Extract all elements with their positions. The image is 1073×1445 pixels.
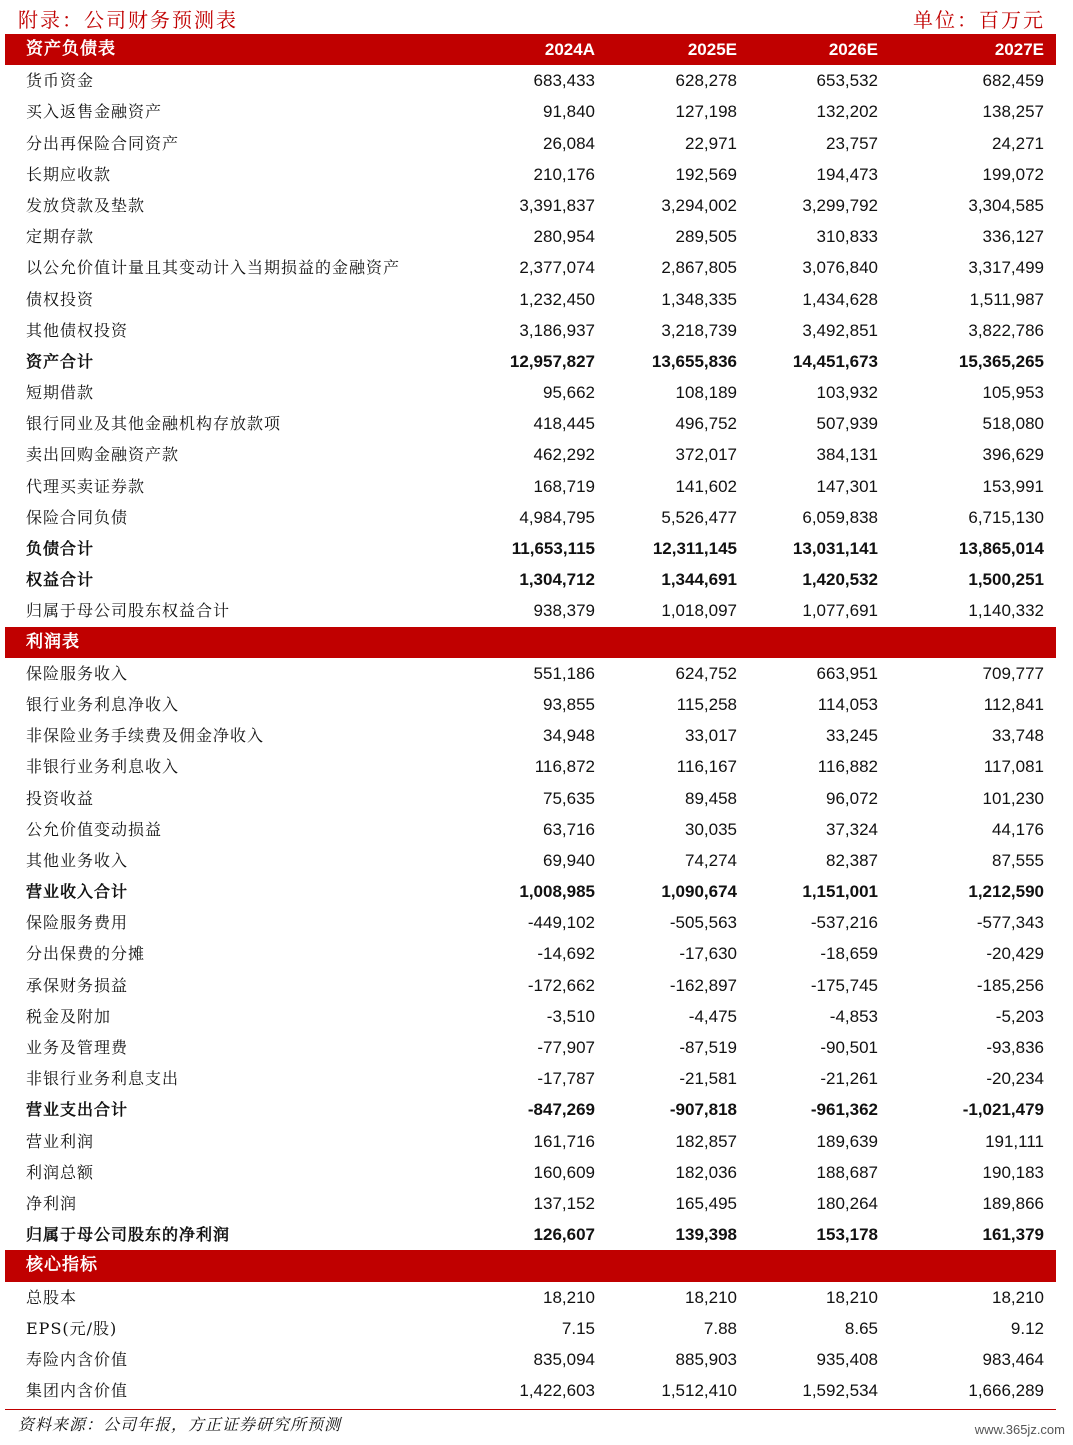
column-header: 2026E — [828, 40, 878, 59]
cell-value: 1,008,985 — [519, 882, 595, 902]
cell-value: 37,324 — [826, 819, 878, 839]
cell-value: -3,510 — [546, 1006, 595, 1026]
page-header — [0, 0, 1073, 34]
cell-value: -17,787 — [537, 1069, 595, 1089]
cell-value: 126,607 — [533, 1225, 595, 1245]
row-label: 长期应收款 — [26, 164, 112, 184]
cell-value: -93,836 — [986, 1038, 1044, 1057]
row-label: 定期存款 — [26, 227, 95, 247]
cell-value: 1,500,251 — [968, 570, 1044, 590]
cell-value: 372,017 — [675, 445, 737, 465]
table-row — [5, 252, 1056, 283]
table-row — [5, 938, 1056, 969]
cell-value: 496,752 — [675, 414, 737, 434]
table-row — [5, 751, 1056, 782]
table-row — [5, 1313, 1056, 1344]
cell-value: 7.88 — [703, 1318, 737, 1338]
cell-value: 190,183 — [982, 1162, 1044, 1182]
section-title: 利润表 — [26, 631, 80, 652]
financial-forecast-table — [5, 34, 1056, 1406]
table-row — [5, 471, 1056, 502]
row-label: 归属于母公司股东的净利润 — [26, 1225, 231, 1245]
table-row — [5, 190, 1056, 221]
cell-value: -172,662 — [527, 975, 595, 995]
cell-value: 13,031,141 — [792, 539, 878, 558]
cell-value: -21,581 — [679, 1069, 737, 1089]
cell-value: 74,274 — [685, 850, 737, 870]
table-row — [5, 1094, 1056, 1125]
cell-value: 101,230 — [982, 788, 1044, 808]
cell-value: 1,140,332 — [968, 601, 1044, 621]
cell-value: 63,716 — [543, 819, 595, 839]
cell-value: 108,189 — [675, 383, 737, 403]
cell-value: 3,218,739 — [661, 320, 737, 340]
cell-value: 4,984,795 — [519, 507, 595, 527]
cell-value: 6,059,838 — [802, 507, 878, 527]
cell-value: 683,433 — [533, 71, 595, 91]
table-row — [5, 907, 1056, 938]
cell-value: 1,511,987 — [969, 289, 1044, 309]
cell-value: 33,017 — [685, 726, 737, 746]
cell-value: 1,666,289 — [968, 1381, 1044, 1401]
cell-value: 182,857 — [675, 1131, 737, 1151]
cell-value: 132,202 — [816, 102, 878, 122]
appendix-title: 附录：公司财务预测表 — [18, 8, 238, 32]
row-label: 短期借款 — [26, 383, 95, 403]
cell-value: 3,391,837 — [519, 195, 595, 215]
column-header: 2025E — [687, 40, 737, 59]
row-label: 债权投资 — [26, 289, 95, 309]
cell-value: 682,459 — [982, 71, 1044, 91]
row-label: 其他业务收入 — [26, 850, 129, 870]
table-row — [5, 502, 1056, 533]
table-row — [5, 595, 1056, 626]
cell-value: 13,865,014 — [958, 539, 1044, 558]
row-label: 非银行业务利息支出 — [26, 1069, 180, 1089]
cell-value: 115,258 — [676, 694, 737, 714]
cell-value: 983,464 — [982, 1349, 1044, 1369]
cell-value: 18,210 — [992, 1287, 1044, 1307]
cell-value: 336,127 — [982, 227, 1044, 247]
row-label: 非保险业务手续费及佣金净收入 — [26, 726, 265, 746]
cell-value: 663,951 — [816, 663, 878, 683]
cell-value: 938,379 — [533, 601, 595, 621]
row-label: 利润总额 — [26, 1162, 95, 1182]
cell-value: -907,818 — [669, 1100, 737, 1120]
cell-value: 1,348,335 — [661, 289, 737, 309]
row-label: 承保财务损益 — [26, 975, 129, 995]
cell-value: -4,475 — [688, 1006, 737, 1026]
cell-value: 168,719 — [533, 476, 595, 496]
section-header — [5, 1250, 1056, 1281]
table-row — [5, 658, 1056, 689]
cell-value: -20,429 — [986, 944, 1044, 964]
row-label: 营业支出合计 — [26, 1100, 129, 1120]
cell-value: 117,081 — [983, 757, 1044, 777]
cell-value: 1,434,628 — [802, 289, 878, 309]
cell-value: 3,822,786 — [968, 320, 1044, 340]
table-row — [5, 221, 1056, 252]
row-label: 净利润 — [26, 1193, 78, 1213]
table-row — [5, 1126, 1056, 1157]
cell-value: 1,512,410 — [661, 1381, 737, 1401]
cell-value: 3,294,002 — [661, 195, 737, 215]
cell-value: 112,841 — [983, 694, 1044, 714]
cell-value: 18,210 — [685, 1287, 737, 1307]
cell-value: 182,036 — [675, 1162, 737, 1182]
cell-value: 11,653,115 — [511, 539, 595, 558]
table-row — [5, 159, 1056, 190]
cell-value: -17,630 — [679, 944, 737, 964]
cell-value: 139,398 — [675, 1225, 737, 1245]
cell-value: -21,261 — [820, 1069, 878, 1089]
row-label: 业务及管理费 — [26, 1038, 129, 1057]
cell-value: 18,210 — [826, 1287, 878, 1307]
cell-value: -14,692 — [537, 944, 595, 964]
table-row — [5, 377, 1056, 408]
cell-value: 2,867,805 — [661, 258, 737, 278]
table-row — [5, 315, 1056, 346]
row-label: 银行业务利息净收入 — [26, 694, 180, 714]
cell-value: 114,053 — [817, 694, 878, 714]
cell-value: 161,716 — [533, 1131, 595, 1151]
cell-value: 1,232,450 — [519, 289, 595, 309]
row-label: 买入返售金融资产 — [26, 102, 163, 122]
unit-label: 单位：百万元 — [913, 8, 1045, 32]
row-label: 营业利润 — [26, 1131, 95, 1151]
cell-value: 9.12 — [1010, 1318, 1044, 1338]
cell-value: 138,257 — [982, 102, 1044, 122]
cell-value: -20,234 — [986, 1069, 1044, 1089]
cell-value: 23,757 — [826, 133, 878, 153]
cell-value: 161,379 — [982, 1225, 1044, 1245]
cell-value: 95,662 — [543, 383, 595, 403]
column-header: 2024A — [544, 40, 595, 59]
cell-value: 1,420,532 — [802, 570, 878, 590]
cell-value: 2,377,074 — [519, 258, 595, 278]
cell-value: -537,216 — [810, 913, 878, 933]
cell-value: -87,519 — [679, 1038, 737, 1057]
cell-value: 15,365,265 — [958, 351, 1044, 371]
table-row — [5, 876, 1056, 907]
cell-value: 191,111 — [985, 1131, 1044, 1151]
cell-value: 22,971 — [685, 133, 737, 153]
table-row — [5, 439, 1056, 470]
section-header — [5, 34, 1056, 65]
cell-value: -77,907 — [537, 1038, 595, 1057]
cell-value: 418,445 — [533, 414, 595, 434]
table-row — [5, 65, 1056, 96]
row-label: 营业收入合计 — [26, 882, 129, 902]
table-row — [5, 1375, 1056, 1406]
cell-value: 310,833 — [816, 227, 878, 247]
cell-value: 96,072 — [826, 788, 878, 808]
row-label: 保险合同负债 — [26, 507, 129, 527]
cell-value: 1,422,603 — [519, 1381, 595, 1401]
cell-value: 189,639 — [816, 1131, 878, 1151]
cell-value: -5,203 — [995, 1006, 1044, 1026]
cell-value: 6,715,130 — [968, 507, 1044, 527]
cell-value: 507,939 — [816, 414, 878, 434]
cell-value: 3,317,499 — [968, 258, 1044, 278]
cell-value: 7.15 — [561, 1318, 595, 1338]
table-row — [5, 1032, 1056, 1063]
cell-value: 384,131 — [816, 445, 878, 465]
cell-value: 194,473 — [816, 164, 878, 184]
cell-value: 518,080 — [982, 414, 1044, 434]
cell-value: 116,882 — [817, 757, 878, 777]
table-row — [5, 284, 1056, 315]
cell-value: 69,940 — [543, 850, 595, 870]
cell-value: 24,271 — [992, 133, 1044, 153]
cell-value: 1,077,691 — [802, 601, 878, 621]
cell-value: 33,245 — [826, 726, 878, 746]
row-label: 以公允价值计量且其变动计入当期损益的金融资产 — [26, 258, 401, 278]
cell-value: 103,932 — [816, 383, 878, 403]
row-label: 公允价值变动损益 — [26, 819, 163, 839]
row-label: 非银行业务利息收入 — [26, 757, 180, 777]
table-row — [5, 408, 1056, 439]
cell-value: 3,304,585 — [968, 195, 1044, 215]
cell-value: 935,408 — [816, 1349, 878, 1369]
table-row — [5, 1344, 1056, 1375]
cell-value: 14,451,673 — [792, 351, 878, 371]
section-title: 资产负债表 — [26, 39, 116, 59]
watermark: www.365jz.com — [974, 1422, 1065, 1437]
row-label: 分出再保险合同资产 — [26, 133, 180, 153]
cell-value: 75,635 — [543, 788, 595, 808]
cell-value: 87,555 — [992, 850, 1044, 870]
cell-value: 13,655,836 — [651, 351, 737, 371]
cell-value: 116,167 — [676, 757, 737, 777]
cell-value: 141,602 — [675, 476, 737, 496]
cell-value: 835,094 — [533, 1349, 595, 1369]
cell-value: 1,344,691 — [661, 570, 737, 590]
cell-value: 3,299,792 — [802, 195, 878, 215]
bottom-divider — [5, 1409, 1056, 1410]
cell-value: 280,954 — [533, 227, 595, 247]
cell-value: 189,866 — [982, 1193, 1044, 1213]
row-label: 总股本 — [26, 1287, 78, 1307]
cell-value: 127,198 — [675, 102, 737, 122]
row-label: 负债合计 — [26, 539, 95, 558]
table-row — [5, 346, 1056, 377]
cell-value: 289,505 — [675, 227, 737, 247]
cell-value: 3,076,840 — [802, 258, 878, 278]
table-row — [5, 1282, 1056, 1313]
table-row — [5, 564, 1056, 595]
cell-value: 8.65 — [844, 1318, 878, 1338]
cell-value: 551,186 — [533, 663, 595, 683]
cell-value: -505,563 — [669, 913, 737, 933]
cell-value: 82,387 — [826, 850, 878, 870]
cell-value: 462,292 — [533, 445, 595, 465]
cell-value: -847,269 — [527, 1100, 595, 1120]
row-label: 分出保费的分摊 — [26, 944, 146, 964]
section-header — [5, 627, 1056, 658]
cell-value: 34,948 — [543, 726, 595, 746]
table-row — [5, 1219, 1056, 1250]
cell-value: -175,745 — [810, 975, 878, 995]
cell-value: 188,687 — [816, 1162, 878, 1182]
source-note: 资料来源：公司年报，方正证券研究所预测 — [18, 1415, 342, 1434]
table-row — [5, 128, 1056, 159]
cell-value: 1,304,712 — [519, 570, 595, 590]
row-label: 保险服务收入 — [26, 663, 129, 683]
cell-value: -90,501 — [820, 1038, 878, 1057]
cell-value: 153,991 — [982, 476, 1044, 496]
cell-value: 93,855 — [543, 694, 595, 714]
cell-value: 33,748 — [992, 726, 1044, 746]
row-label: 其他债权投资 — [26, 320, 129, 340]
cell-value: -961,362 — [810, 1100, 878, 1120]
cell-value: 153,178 — [816, 1225, 878, 1245]
column-header: 2027E — [994, 40, 1044, 59]
cell-value: -162,897 — [669, 975, 737, 995]
row-label: 税金及附加 — [26, 1006, 112, 1026]
row-label: 资产合计 — [26, 351, 95, 371]
cell-value: 91,840 — [543, 102, 595, 122]
table-row — [5, 814, 1056, 845]
table-row — [5, 720, 1056, 751]
cell-value: 116,872 — [534, 757, 595, 777]
cell-value: 180,264 — [816, 1193, 878, 1213]
row-label: 银行同业及其他金融机构存放款项 — [26, 414, 282, 434]
cell-value: 89,458 — [685, 788, 737, 808]
cell-value: 628,278 — [675, 71, 737, 91]
cell-value: 3,492,851 — [802, 320, 878, 340]
table-row — [5, 1063, 1056, 1094]
cell-value: 165,495 — [675, 1193, 737, 1213]
table-row — [5, 1188, 1056, 1219]
cell-value: 105,953 — [982, 383, 1044, 403]
cell-value: 1,018,097 — [661, 601, 737, 621]
cell-value: 1,592,534 — [802, 1381, 878, 1401]
cell-value: 210,176 — [533, 164, 595, 184]
cell-value: 396,629 — [982, 445, 1044, 465]
cell-value: 199,072 — [982, 164, 1044, 184]
cell-value: 885,903 — [675, 1349, 737, 1369]
cell-value: 137,152 — [533, 1193, 595, 1213]
row-label: 保险服务费用 — [26, 913, 129, 933]
table-row — [5, 970, 1056, 1001]
cell-value: -185,256 — [976, 975, 1044, 995]
table-row — [5, 1157, 1056, 1188]
cell-value: 5,526,477 — [661, 507, 737, 527]
table-row — [5, 1001, 1056, 1032]
row-label: EPS(元/股) — [26, 1318, 118, 1338]
cell-value: 12,311,145 — [652, 539, 737, 558]
row-label: 货币资金 — [26, 71, 95, 91]
cell-value: -18,659 — [820, 944, 878, 964]
cell-value: 147,301 — [816, 476, 878, 496]
cell-value: 1,090,674 — [661, 882, 737, 902]
cell-value: 30,035 — [685, 819, 737, 839]
cell-value: 1,151,001 — [802, 882, 878, 902]
cell-value: 12,957,827 — [509, 351, 595, 371]
cell-value: 624,752 — [675, 663, 737, 683]
cell-value: -4,853 — [829, 1006, 878, 1026]
row-label: 卖出回购金融资产款 — [26, 445, 180, 465]
cell-value: -1,021,479 — [962, 1100, 1044, 1120]
cell-value: 44,176 — [992, 819, 1044, 839]
cell-value: 160,609 — [533, 1162, 595, 1182]
row-label: 集团内含价值 — [26, 1381, 129, 1401]
cell-value: -449,102 — [527, 913, 595, 933]
table-row — [5, 845, 1056, 876]
row-label: 代理买卖证券款 — [26, 476, 146, 496]
cell-value: 653,532 — [816, 71, 878, 91]
table-row — [5, 783, 1056, 814]
cell-value: 1,212,590 — [968, 882, 1044, 902]
cell-value: 709,777 — [982, 663, 1044, 683]
row-label: 投资收益 — [26, 788, 95, 808]
cell-value: 18,210 — [543, 1287, 595, 1307]
table-row — [5, 96, 1056, 127]
cell-value: 26,084 — [543, 133, 595, 153]
cell-value: -577,343 — [976, 913, 1044, 933]
row-label: 归属于母公司股东权益合计 — [26, 601, 231, 621]
cell-value: 192,569 — [675, 164, 737, 184]
cell-value: 3,186,937 — [519, 320, 595, 340]
row-label: 寿险内含价值 — [26, 1349, 129, 1369]
row-label: 权益合计 — [26, 570, 95, 590]
section-title: 核心指标 — [26, 1255, 98, 1276]
table-row — [5, 533, 1056, 564]
row-label: 发放贷款及垫款 — [26, 195, 146, 215]
table-row — [5, 689, 1056, 720]
